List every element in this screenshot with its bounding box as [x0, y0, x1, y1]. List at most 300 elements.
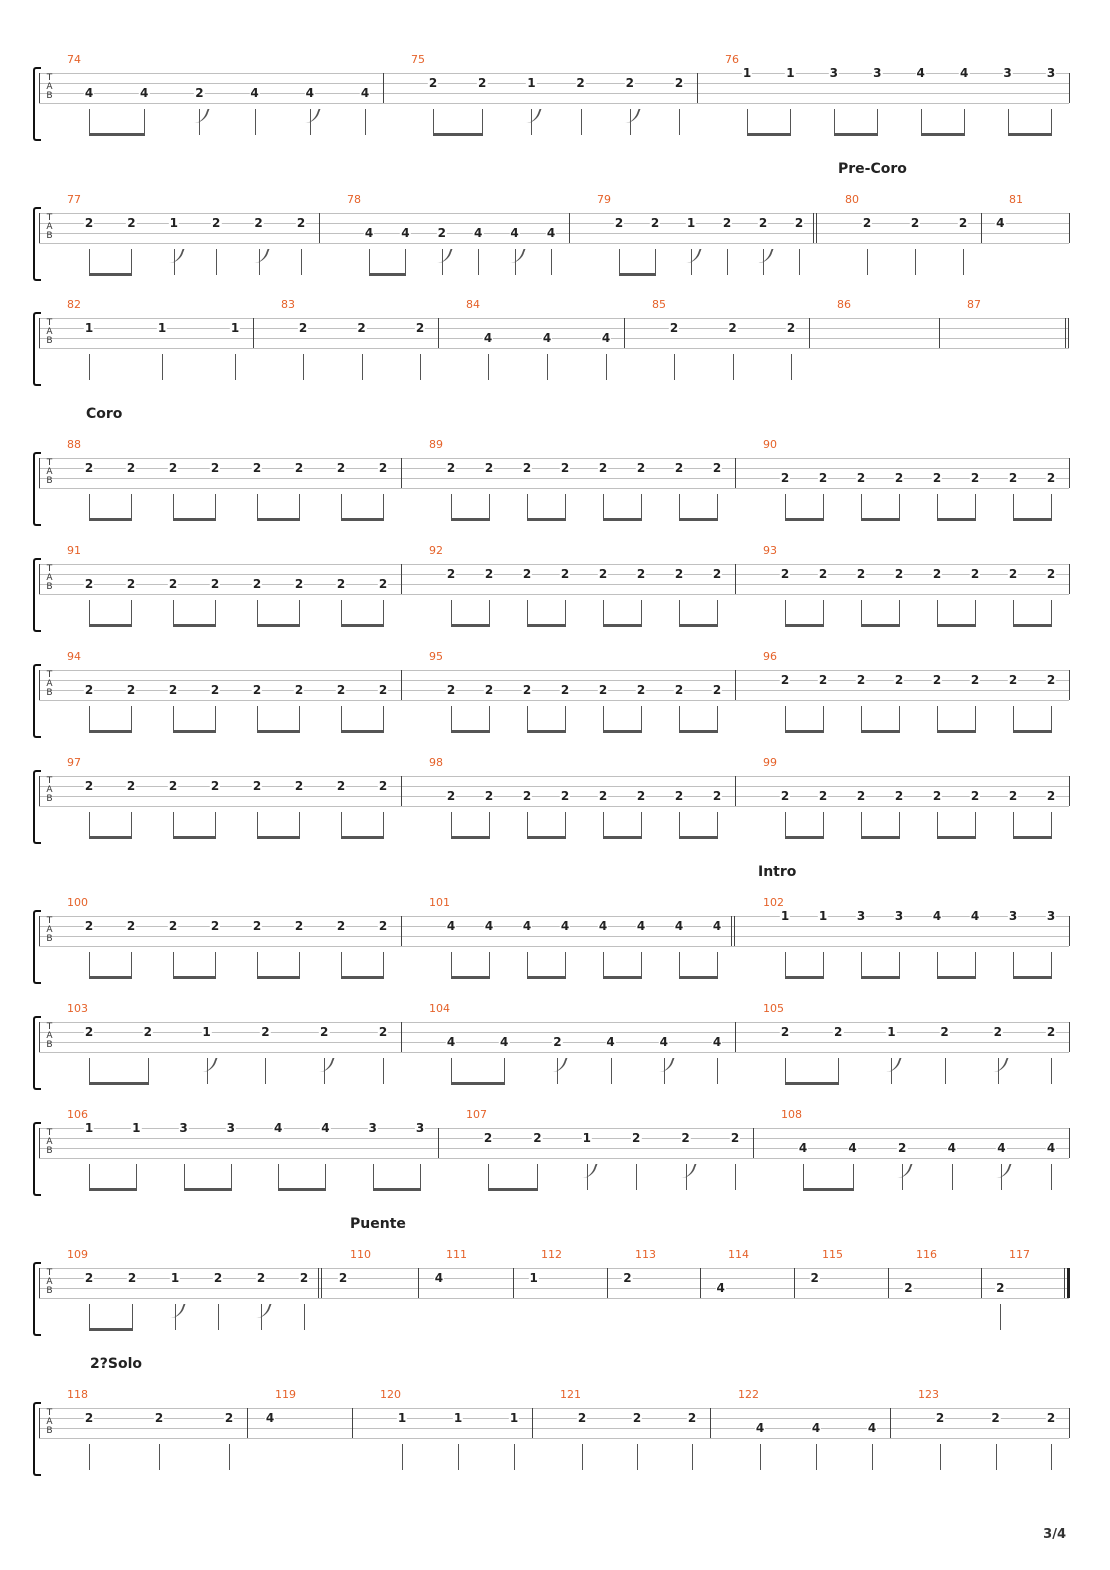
note-flag — [195, 109, 210, 123]
double-bar-line — [1065, 318, 1066, 348]
fret-number: 2 — [940, 1025, 949, 1039]
fret-number: 4 — [959, 66, 969, 80]
fret-number: 2 — [252, 683, 262, 697]
section-label: Intro — [758, 864, 797, 880]
fret-number: 4 — [483, 331, 493, 345]
double-bar-line — [731, 916, 732, 946]
note-beam — [834, 133, 878, 136]
note-beam — [451, 624, 490, 627]
staff-line — [39, 1138, 1069, 1139]
fret-number: 2 — [1008, 789, 1018, 803]
fret-number: 2 — [636, 683, 646, 697]
page-number: 3/4 — [1043, 1527, 1066, 1542]
measure-number: 76 — [725, 53, 739, 66]
staff-line — [39, 103, 1069, 104]
note-stem — [383, 706, 384, 732]
note-stem — [1051, 706, 1052, 732]
fret-number: 3 — [368, 1121, 377, 1135]
note-stem — [341, 812, 342, 838]
tab-clef-letter: T — [46, 1408, 53, 1418]
tab-clef-letter: A — [46, 785, 53, 795]
fret-number: 2 — [636, 789, 646, 803]
note-beam — [803, 1188, 854, 1191]
fret-number: 2 — [560, 567, 570, 581]
bar-line — [1069, 73, 1070, 103]
bar-line — [939, 318, 940, 348]
note-stem — [853, 1164, 854, 1190]
note-stem — [692, 1444, 693, 1470]
note-beam — [937, 836, 976, 839]
fret-number: 2 — [378, 1025, 388, 1039]
note-stem — [952, 1164, 953, 1190]
fret-number: 3 — [856, 909, 866, 923]
note-stem — [383, 600, 384, 626]
fret-number: 2 — [378, 779, 388, 793]
fret-number: 2 — [780, 567, 790, 581]
fret-number: 2 — [560, 683, 570, 697]
note-stem — [963, 249, 964, 275]
note-stem — [565, 952, 566, 978]
measure-number: 75 — [411, 53, 425, 66]
note-stem — [299, 812, 300, 838]
measure-number: 112 — [541, 1248, 562, 1261]
note-stem — [488, 1164, 489, 1190]
note-stem — [816, 1444, 817, 1470]
note-stem — [301, 249, 302, 275]
note-beam — [173, 836, 216, 839]
note-beam — [1008, 133, 1052, 136]
fret-number: 2 — [780, 673, 790, 687]
fret-number: 2 — [261, 1025, 270, 1039]
fret-number: 2 — [168, 683, 178, 697]
note-stem — [899, 494, 900, 520]
fret-number: 2 — [1046, 789, 1056, 803]
fret-number: 2 — [623, 1271, 632, 1285]
tab-clef-letter: A — [46, 82, 53, 92]
fret-number: 2 — [84, 1271, 94, 1285]
bar-line — [981, 1268, 982, 1298]
tab-clef-letter: B — [46, 1146, 53, 1156]
fret-number: 2 — [687, 1411, 697, 1425]
note-stem — [606, 354, 607, 380]
note-beam — [341, 518, 384, 521]
fret-number: 1 — [169, 216, 178, 230]
note-stem — [1013, 812, 1014, 838]
note-stem — [257, 706, 258, 732]
note-stem — [527, 600, 528, 626]
bar-line — [1069, 564, 1070, 594]
note-stem — [565, 812, 566, 838]
note-stem — [265, 1058, 266, 1084]
staff-line — [39, 73, 1069, 74]
note-stem — [451, 706, 452, 732]
note-stem — [257, 600, 258, 626]
note-beam — [341, 624, 384, 627]
note-flag — [681, 1164, 696, 1178]
measure-number: 96 — [763, 650, 777, 663]
note-stem — [489, 706, 490, 732]
fret-number: 2 — [84, 779, 94, 793]
fret-number: 2 — [681, 1131, 690, 1145]
note-stem — [1051, 600, 1052, 626]
note-stem — [131, 706, 132, 732]
fret-number: 2 — [533, 1131, 542, 1145]
fret-number: 2 — [712, 567, 722, 581]
note-flag — [758, 249, 773, 263]
final-bar-line — [1064, 1268, 1065, 1298]
measure-number: 87 — [967, 298, 981, 311]
fret-number: 4 — [996, 216, 1005, 230]
note-beam — [679, 730, 718, 733]
note-stem — [537, 1164, 538, 1190]
fret-number: 2 — [522, 789, 532, 803]
bar-line — [39, 1128, 40, 1158]
note-stem — [717, 600, 718, 626]
note-stem — [861, 952, 862, 978]
note-stem — [173, 812, 174, 838]
bar-line — [1069, 1128, 1070, 1158]
measure-number: 103 — [67, 1002, 88, 1015]
fret-number: 2 — [650, 216, 660, 230]
measure-number: 118 — [67, 1388, 88, 1401]
fret-number: 2 — [1046, 567, 1056, 581]
fret-number: 4 — [674, 919, 684, 933]
measure-number: 109 — [67, 1248, 88, 1261]
bar-line — [1069, 670, 1070, 700]
fret-number: 2 — [212, 216, 221, 230]
fret-number: 2 — [446, 567, 456, 581]
note-flag — [254, 249, 269, 263]
note-beam — [785, 730, 824, 733]
fret-number: 2 — [674, 461, 684, 475]
note-stem — [488, 354, 489, 380]
note-stem — [899, 952, 900, 978]
note-stem — [915, 249, 916, 275]
fret-number: 1 — [170, 1271, 180, 1285]
note-stem — [89, 1058, 90, 1084]
note-beam — [341, 976, 384, 979]
staff-line — [39, 776, 1069, 777]
note-stem — [89, 1164, 90, 1190]
fret-number: 4 — [811, 1421, 821, 1435]
staff-line — [39, 806, 1069, 807]
bar-line — [39, 1268, 40, 1298]
fret-number: 2 — [970, 471, 980, 485]
fret-number: 3 — [1046, 66, 1056, 80]
fret-number: 2 — [894, 471, 904, 485]
note-stem — [89, 952, 90, 978]
note-stem — [679, 494, 680, 520]
measure-number: 90 — [763, 438, 777, 451]
measure-number: 80 — [845, 193, 859, 206]
note-stem — [420, 354, 421, 380]
fret-number: 4 — [84, 86, 94, 100]
staff-line — [39, 348, 1069, 349]
note-flag — [437, 249, 452, 263]
note-stem — [1000, 1304, 1001, 1330]
note-stem — [641, 706, 642, 732]
bar-line — [39, 670, 40, 700]
fret-number: 2 — [1008, 471, 1018, 485]
fret-number: 2 — [84, 1411, 94, 1425]
tab-clef-letter: B — [46, 688, 53, 698]
staff-line — [39, 488, 1069, 489]
note-stem — [735, 1164, 736, 1190]
tab-clef-letter: B — [46, 582, 53, 592]
note-stem — [823, 706, 824, 732]
note-stem — [937, 494, 938, 520]
note-stem — [1051, 952, 1052, 978]
note-stem — [341, 952, 342, 978]
note-flag — [305, 109, 320, 123]
note-stem — [215, 706, 216, 732]
fret-number: 2 — [674, 567, 684, 581]
note-stem — [747, 109, 748, 135]
fret-number: 4 — [636, 919, 646, 933]
fret-number: 4 — [434, 1271, 444, 1285]
fret-number: 3 — [1008, 909, 1018, 923]
note-stem — [451, 494, 452, 520]
staff-line — [39, 700, 1069, 701]
note-beam — [1013, 976, 1052, 979]
fret-number: 2 — [254, 216, 263, 230]
fret-number: 2 — [598, 461, 608, 475]
note-stem — [937, 706, 938, 732]
note-stem — [964, 109, 965, 135]
note-beam — [527, 730, 566, 733]
bar-line — [735, 670, 736, 700]
note-beam — [451, 1082, 505, 1085]
staff-line — [39, 1408, 1069, 1409]
measure-number: 104 — [429, 1002, 450, 1015]
fret-number: 2 — [378, 683, 388, 697]
fret-number: 4 — [360, 86, 370, 100]
bar-line — [809, 318, 810, 348]
measure-number: 77 — [67, 193, 81, 206]
staff-line — [39, 328, 1069, 329]
measure-number: 108 — [781, 1108, 802, 1121]
note-stem — [482, 109, 483, 135]
note-stem — [603, 494, 604, 520]
bar-line — [890, 1408, 891, 1438]
tab-clef-letter: B — [46, 231, 53, 241]
section-label: 2?Solo — [90, 1356, 142, 1372]
fret-number: 2 — [780, 789, 790, 803]
measure-number: 111 — [446, 1248, 467, 1261]
fret-number: 2 — [794, 216, 804, 230]
note-beam — [527, 836, 566, 839]
note-flag — [202, 1058, 217, 1072]
fret-number: 2 — [294, 577, 304, 591]
fret-number: 2 — [712, 789, 722, 803]
note-beam — [937, 730, 976, 733]
staff-line — [39, 243, 1069, 244]
fret-number: 2 — [446, 789, 456, 803]
measure-number: 82 — [67, 298, 81, 311]
staff-line — [39, 786, 1069, 787]
fret-number: 4 — [510, 226, 519, 240]
note-flag — [659, 1058, 674, 1072]
note-stem — [402, 1444, 403, 1470]
note-beam — [89, 730, 132, 733]
fret-number: 2 — [446, 461, 456, 475]
note-stem — [565, 600, 566, 626]
staff-line — [39, 1032, 1069, 1033]
note-stem — [940, 1444, 941, 1470]
note-stem — [420, 1164, 421, 1190]
fret-number: 2 — [126, 461, 136, 475]
fret-number: 2 — [598, 683, 608, 697]
tab-clef-letter: T — [46, 1128, 53, 1138]
note-stem — [1051, 109, 1052, 135]
fret-number: 2 — [168, 461, 178, 475]
fret-number: 1 — [780, 909, 790, 923]
measure-number: 99 — [763, 756, 777, 769]
double-bar-line — [813, 213, 814, 243]
note-stem — [760, 1444, 761, 1470]
fret-number: 2 — [298, 321, 308, 335]
fret-number: 2 — [810, 1271, 819, 1285]
measure-number: 120 — [380, 1388, 401, 1401]
fret-number: 2 — [894, 567, 904, 581]
measure-number: 78 — [347, 193, 361, 206]
measure-number: 110 — [350, 1248, 371, 1261]
bar-line — [401, 1022, 402, 1052]
fret-number: 4 — [265, 1411, 275, 1425]
note-stem — [785, 952, 786, 978]
note-stem — [1008, 109, 1009, 135]
note-stem — [785, 812, 786, 838]
staff-line — [39, 318, 1069, 319]
fret-number: 2 — [84, 1025, 94, 1039]
measure-number: 105 — [763, 1002, 784, 1015]
tab-clef-letter: A — [46, 1417, 53, 1427]
bar-line — [39, 73, 40, 103]
note-beam — [89, 1082, 149, 1085]
note-beam — [785, 836, 824, 839]
measure-number: 86 — [837, 298, 851, 311]
fret-number: 2 — [576, 76, 585, 90]
fret-number: 2 — [674, 76, 684, 90]
fret-number: 2 — [210, 461, 220, 475]
fret-number: 2 — [84, 919, 94, 933]
fret-number: 2 — [1046, 673, 1056, 687]
note-stem — [173, 706, 174, 732]
fret-number: 2 — [560, 789, 570, 803]
fret-number: 2 — [780, 1025, 790, 1039]
tab-clef-letter: A — [46, 925, 53, 935]
note-beam — [488, 1188, 538, 1191]
note-beam — [89, 836, 132, 839]
note-stem — [451, 1058, 452, 1084]
staff-line — [39, 594, 1069, 595]
note-stem — [867, 249, 868, 275]
fret-number: 4 — [542, 331, 552, 345]
fret-number: 4 — [401, 226, 410, 240]
bar-line — [319, 213, 320, 243]
note-beam — [89, 133, 145, 136]
tab-clef-letter: A — [46, 327, 53, 337]
note-stem — [131, 494, 132, 520]
measure-number: 91 — [67, 544, 81, 557]
note-flag — [582, 1164, 597, 1178]
staff-line — [39, 1052, 1069, 1053]
fret-number: 1 — [84, 1121, 94, 1135]
note-stem — [1013, 952, 1014, 978]
note-stem — [514, 1444, 515, 1470]
staff-line — [39, 213, 1069, 214]
note-beam — [679, 624, 718, 627]
bar-line — [438, 1128, 439, 1158]
fret-number: 4 — [522, 919, 532, 933]
fret-number: 2 — [970, 789, 980, 803]
staff-line — [39, 690, 1069, 691]
bar-line — [888, 1268, 889, 1298]
tab-clef-letter: A — [46, 573, 53, 583]
note-stem — [975, 952, 976, 978]
fret-number: 4 — [970, 909, 980, 923]
staff-line — [39, 574, 1069, 575]
staff-line — [39, 1438, 1069, 1439]
note-flag — [887, 1058, 902, 1072]
note-stem — [527, 952, 528, 978]
tab-clef-letter: B — [46, 476, 53, 486]
measure-number: 119 — [275, 1388, 296, 1401]
tab-clef-letter: T — [46, 1268, 53, 1278]
fret-number: 2 — [478, 76, 487, 90]
fret-number: 4 — [305, 86, 314, 100]
tab-clef-letter: T — [46, 213, 53, 223]
fret-number: 1 — [582, 1131, 591, 1145]
bar-line — [794, 1268, 795, 1298]
fret-number: 2 — [786, 321, 796, 335]
staff-line — [39, 584, 1069, 585]
note-beam — [1013, 518, 1052, 521]
fret-number: 2 — [862, 216, 872, 230]
staff-line — [39, 1288, 1069, 1289]
note-stem — [299, 706, 300, 732]
bar-line — [1069, 1408, 1070, 1438]
fret-number: 2 — [143, 1025, 152, 1039]
bar-line — [532, 1408, 533, 1438]
fret-number: 2 — [484, 683, 494, 697]
note-beam — [861, 624, 900, 627]
note-beam — [861, 976, 900, 979]
fret-number: 2 — [834, 1025, 843, 1039]
note-stem — [89, 249, 90, 275]
note-stem — [717, 952, 718, 978]
fret-number: 2 — [484, 461, 494, 475]
note-stem — [861, 706, 862, 732]
fret-number: 2 — [932, 471, 942, 485]
note-stem — [173, 494, 174, 520]
staff-line — [39, 1158, 1069, 1159]
bar-line — [513, 1268, 514, 1298]
fret-number: 2 — [728, 321, 737, 335]
note-stem — [785, 600, 786, 626]
staff-line — [39, 796, 1069, 797]
fret-number: 2 — [856, 789, 866, 803]
note-beam — [527, 624, 566, 627]
fret-number: 4 — [798, 1141, 808, 1155]
tab-clef-letter: T — [46, 73, 53, 83]
tab-clef-letter: B — [46, 1040, 53, 1050]
tab-clef-letter: T — [46, 564, 53, 574]
staff-line — [39, 926, 1069, 927]
staff-line — [39, 1148, 1069, 1149]
note-stem — [489, 952, 490, 978]
tab-clef-letter: B — [46, 336, 53, 346]
